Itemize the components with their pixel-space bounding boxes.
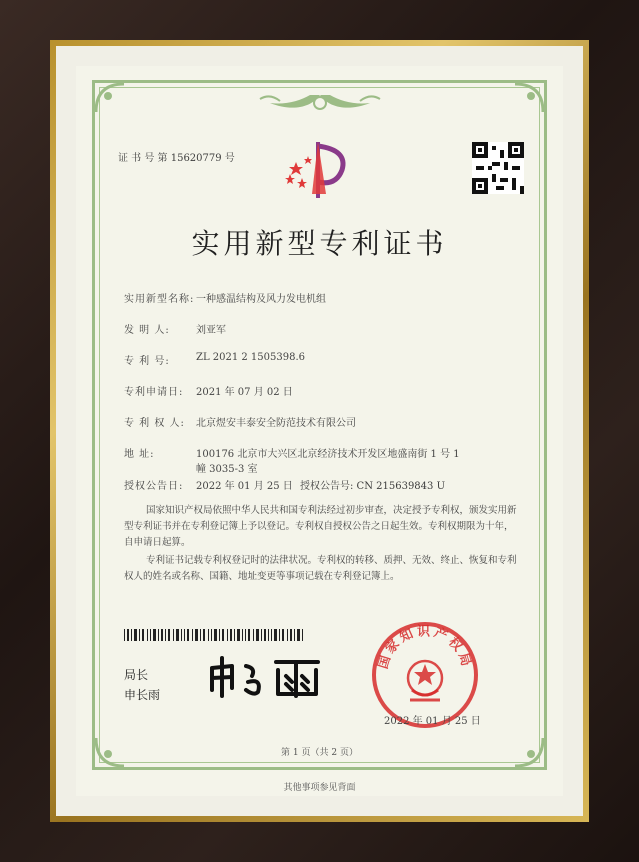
field-value-patentee: 北京煜安丰泰安全防范技术有限公司 [196,418,356,429]
field-value-address-line2: 幢 3035-3 室 [196,464,258,475]
certificate-paragraph-1: 国家知识产权局依照中华人民共和国专利法经过初步审查，决定授予专利权，颁发实用新型专利证书并在专利登记簿上予以登记。专利权自授权公告之日起生效。专利权期限为十年，自申请日起算。 [124,505,517,548]
corner-ornament-icon [505,82,545,122]
handwritten-signature-icon [206,652,326,700]
certificate-paragraph-2: 专利证书记载专利权登记时的法律状况。专利权的转移、质押、无效、终止、恢复和专利权人的姓名或名称、国籍、地址变更等事项记载在专利登记簿上。 [124,555,517,582]
field-label-patentee: 专 利 权 人: [124,418,185,429]
qr-code-icon [472,142,524,194]
signer-name: 申长雨 [124,688,161,702]
announcement-number: 授权公告号: CN 215639843 U [300,481,445,492]
seal-date: 2022 年 01 月 25 日 [384,716,481,727]
field-label-announcement-date: 授权公告日: [124,481,184,492]
barcode-icon [124,629,304,641]
field-label-inventor: 发 明 人: [124,325,170,336]
cnipa-logo-icon [282,138,352,204]
field-label-application-date: 专利申请日: [124,387,184,398]
field-value-address: 100176 北京市大兴区北京经济技术开发区地盛南街 1 号 1 [196,449,460,460]
field-value-name: 一种感温结构及风力发电机组 [196,294,326,305]
field-label-name: 实用新型名称: [124,294,195,305]
field-label-address: 地 址: [124,449,155,460]
field-value-patent-number: ZL 2021 2 1505398.6 [196,352,306,363]
signer-title: 局长 [124,668,149,682]
field-value-application-date: 2021 年 07 月 02 日 [196,387,293,398]
top-ornament-icon [250,91,390,121]
svg-text:国家知识产权局: 国家知识产权局 [375,624,475,671]
field-value-announcement-date: 2022 年 01 月 25 日 [196,481,293,492]
corner-ornament-icon [94,82,134,122]
field-value-inventor: 刘亚军 [196,325,226,336]
certificate-title: 实用新型专利证书 [191,227,448,260]
page-number: 第 1 页（共 2 页） [281,748,358,758]
certificate-number: 证 书 号 第 15620779 号 [118,153,235,164]
field-label-patent-number: 专 利 号: [124,356,170,367]
footer-note: 其他事项参见背面 [283,783,356,793]
